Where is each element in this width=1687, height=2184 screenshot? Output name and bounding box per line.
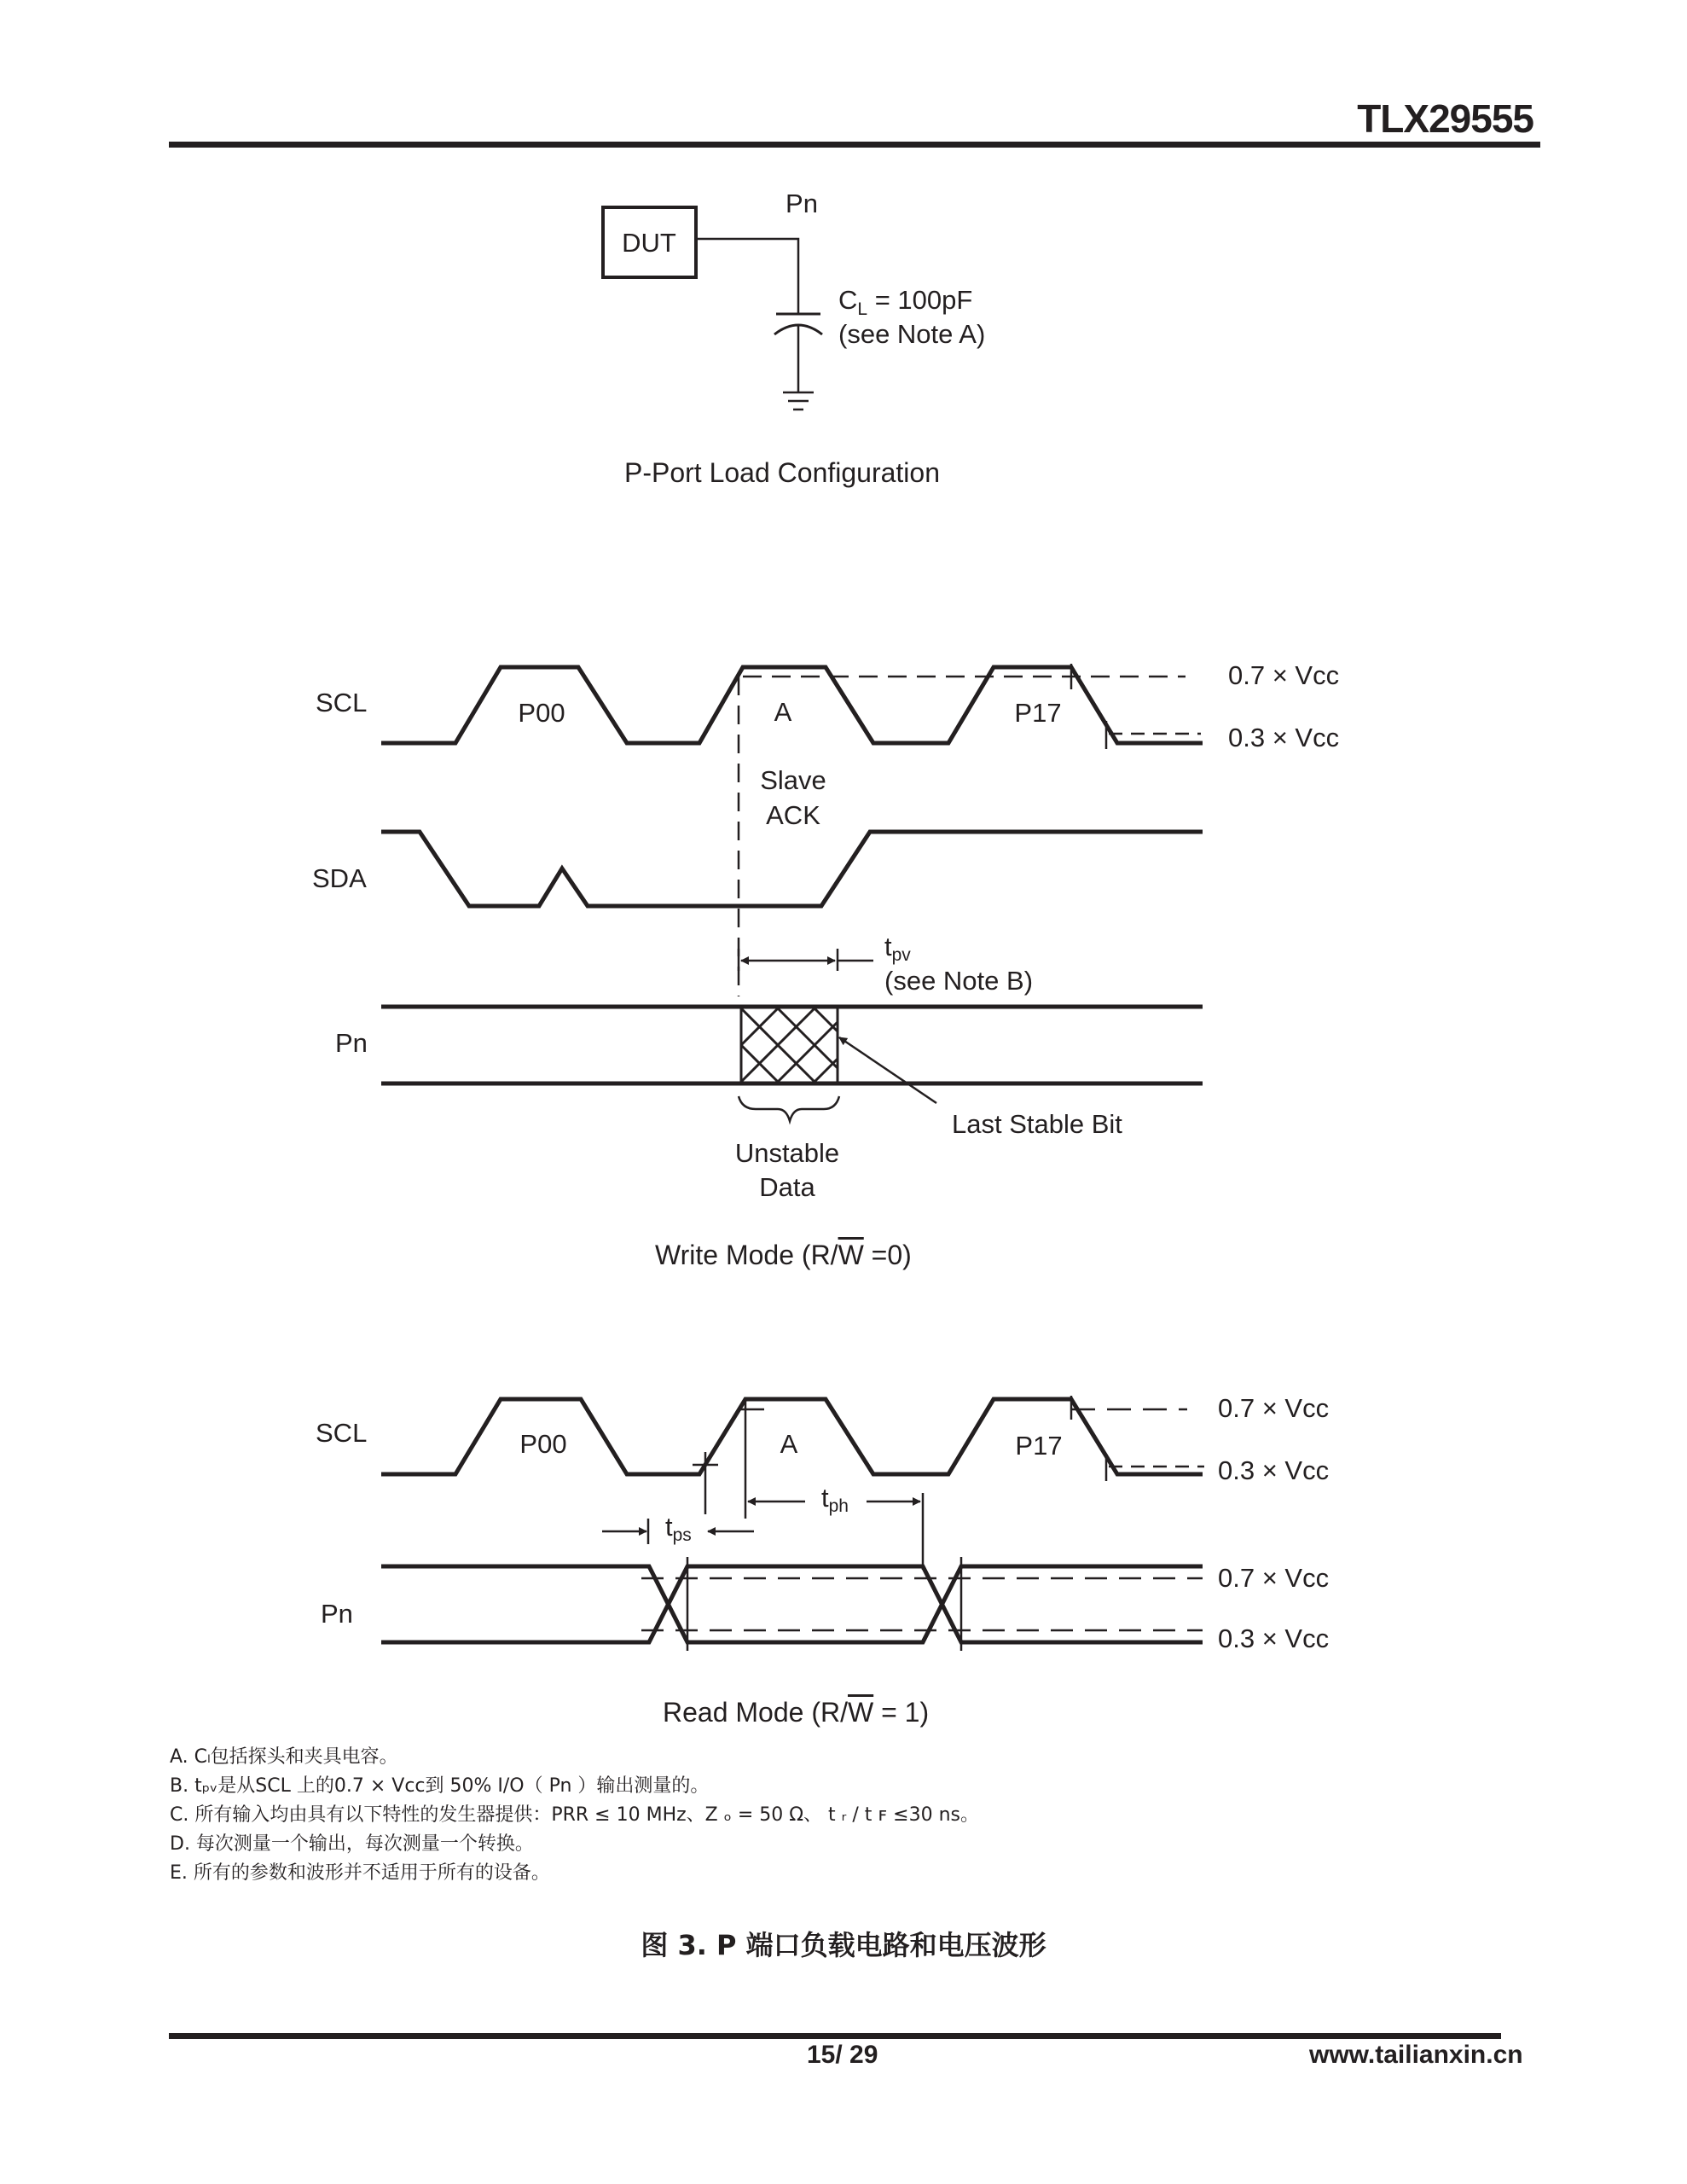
sda-signal-label: SDA [312, 863, 367, 893]
read-mode-timing-diagram [0, 1378, 1687, 1659]
slave-ack-label-line2: ACK [766, 800, 820, 830]
pn-signal-label: Pn [335, 1028, 368, 1058]
note-d: D. 每次测量一个输出，每次测量一个转换。 [170, 1833, 534, 1855]
dut-label: DUT [622, 228, 676, 258]
load-config-caption: P-Port Load Configuration [624, 457, 940, 488]
unstable-data-hatch [741, 1008, 838, 1082]
bit-label-p17: P17 [1014, 698, 1062, 728]
capacitance-label: $C_L = 100pF$ [838, 285, 973, 319]
pn-signal-label: Pn [321, 1599, 353, 1629]
write-mode-timing-diagram [0, 648, 1687, 1211]
pn-threshold-high-label: 0.7 × Vcc [1218, 1563, 1330, 1593]
write-mode-caption: Write Mode $(R/\overline{W} =0)$ [655, 1240, 912, 1270]
tpv-note: (see Note B) [884, 966, 1034, 996]
website-link[interactable]: www.tailianxin.cn [1309, 2041, 1523, 2069]
scl-waveform [381, 667, 1203, 743]
unstable-data-label-line2: Data [759, 1172, 815, 1202]
footer-rule [169, 2033, 1501, 2039]
header-rule [169, 142, 1540, 148]
load-configuration-diagram [0, 171, 1687, 495]
bit-label-a: A [780, 1429, 798, 1459]
pn-wire [696, 239, 798, 314]
slave-ack-label-line1: Slave [760, 765, 826, 795]
scl-signal-label: SCL [316, 1418, 368, 1448]
threshold-low-label: 0.3 × Vcc [1218, 1455, 1330, 1485]
scl-signal-label: SCL [316, 688, 368, 717]
pn-pin-label: Pn [786, 189, 818, 218]
threshold-high-label: 0.7 × Vcc [1218, 1393, 1330, 1423]
threshold-low-label: 0.3 × Vcc [1228, 723, 1340, 752]
document-title: TLX29555 [1357, 96, 1533, 141]
pn-threshold-low-label: 0.3 × Vcc [1218, 1623, 1330, 1653]
note-e: E. 所有的参数和波形并不适用于所有的设备。 [170, 1862, 550, 1884]
read-mode-caption: Read Mode $(R/\overline{W} = 1)$ [663, 1697, 930, 1728]
tph-label: tph [821, 1483, 849, 1516]
capacitance-note: (see Note A) [838, 319, 986, 349]
last-stable-bit-label: Last Stable Bit [952, 1109, 1122, 1139]
figure-notes [170, 1743, 979, 1888]
bit-label-p00: P00 [518, 698, 565, 728]
bit-label-p00: P00 [519, 1429, 567, 1459]
note-b: B. tₚᵥ是从SCL 上的0.7 × Vcc到 50% I/O（ Pn ）输出测量的。 [170, 1775, 710, 1797]
bit-label-p17: P17 [1015, 1431, 1063, 1461]
page-number: 15/ 29 [807, 2041, 878, 2069]
tpv-label: tpv [884, 932, 911, 965]
note-c: C. 所有输入均由具有以下特性的发生器提供：PRR ≤ 10 MHz、Z ₒ = 50 Ω、 t ᵣ / t ꜰ ≤30 ns。 [170, 1804, 979, 1826]
last-stable-bit-pointer [839, 1037, 936, 1103]
tps-label: tps [665, 1512, 692, 1545]
figure-caption: 图 3. P 端口负载电路和电压波形 [641, 1929, 1046, 1961]
unstable-data-brace [739, 1096, 839, 1121]
sda-waveform [381, 832, 1203, 906]
unstable-data-label-line1: Unstable [734, 1138, 840, 1168]
note-a: A. Cₗ包括探头和夹具电容。 [170, 1746, 398, 1768]
threshold-high-label: 0.7 × Vcc [1228, 660, 1340, 690]
bit-label-a: A [774, 697, 792, 727]
